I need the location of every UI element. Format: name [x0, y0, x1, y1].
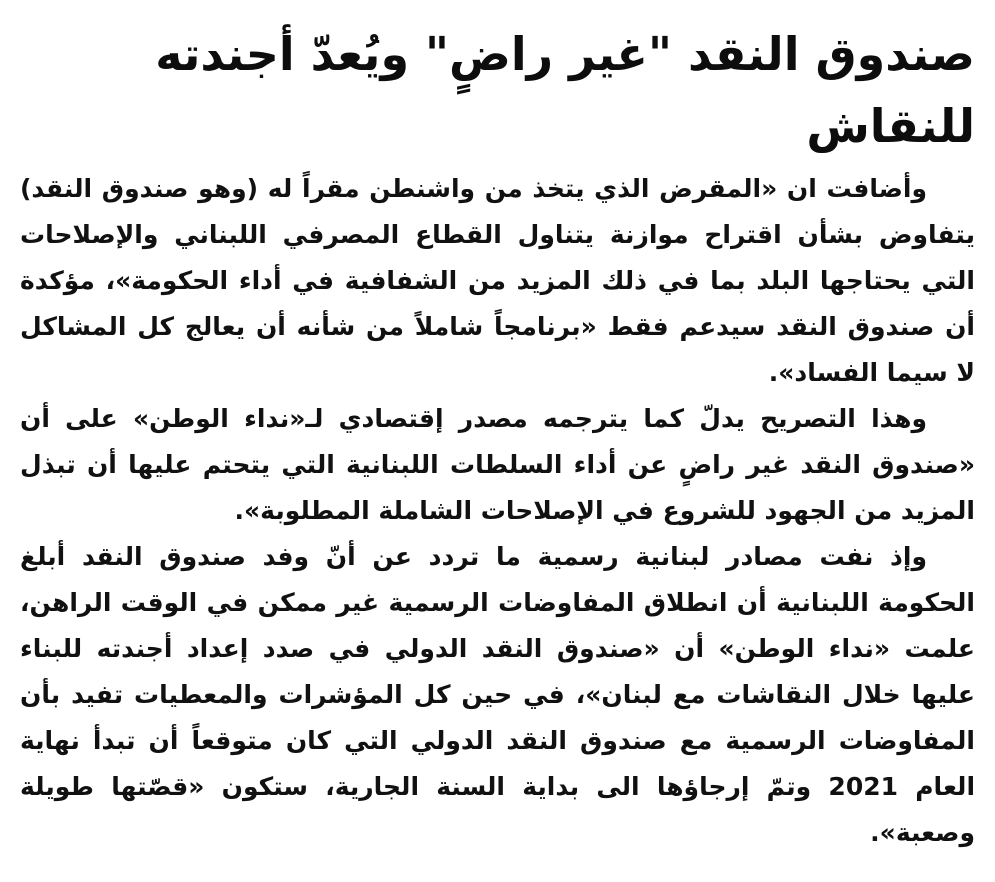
article-headline: صندوق النقد "غير راضٍ" ويُعدّ أجندته للنقاش: [155, 27, 975, 153]
article-paragraph-2: وهذا التصريح يدلّ كما يترجمه مصدر إقتصادي لـ«نداء الوطن» على أن «صندوق النقد غير راضٍ عن أداء السلطات اللبنانية التي يتحتم عليها أن تبذل المزيد من الجهود للشروع في الإصلاحات الشاملة المطلوبة».: [20, 404, 975, 525]
article-paragraph-1: وأضافت ان «المقرض الذي يتخذ من واشنطن مقراً له (وهو صندوق النقد) يتفاوض بشأن اقتراح موازنة يتناول القطاع المصرفي اللبناني والإصلاحات التي يحتاجها البلد بما في ذلك المزيد من الشفافية في أداء الحكومة»، مؤكدة أن صندوق النقد سيدعم فقط «برنامجاً شاملاً من شأنه أن يعالج كل المشاكل لا سيما الفساد».: [20, 174, 975, 387]
article-paragraph-3: وإذ نفت مصادر لبنانية رسمية ما تردد عن أنّ وفد صندوق النقد أبلغ الحكومة اللبنانية أن انطلاق المفاوضات الرسمية غير ممكن في الوقت الراهن، علمت «نداء الوطن» أن «صندوق النقد الدولي في صدد إعداد أجندته للبناء عليها خلال النقاشات مع لبنان»، في حين كل المؤشرات والمعطيات تفيد بأن المفاوضات الرسمية مع صندوق النقد الدولي التي كان متوقعاً أن تبدأ نهاية العام 2021 وتمّ إرجاؤها الى بداية السنة الجارية، ستكون «قصّتها طويلة وصعبة».: [20, 542, 976, 847]
